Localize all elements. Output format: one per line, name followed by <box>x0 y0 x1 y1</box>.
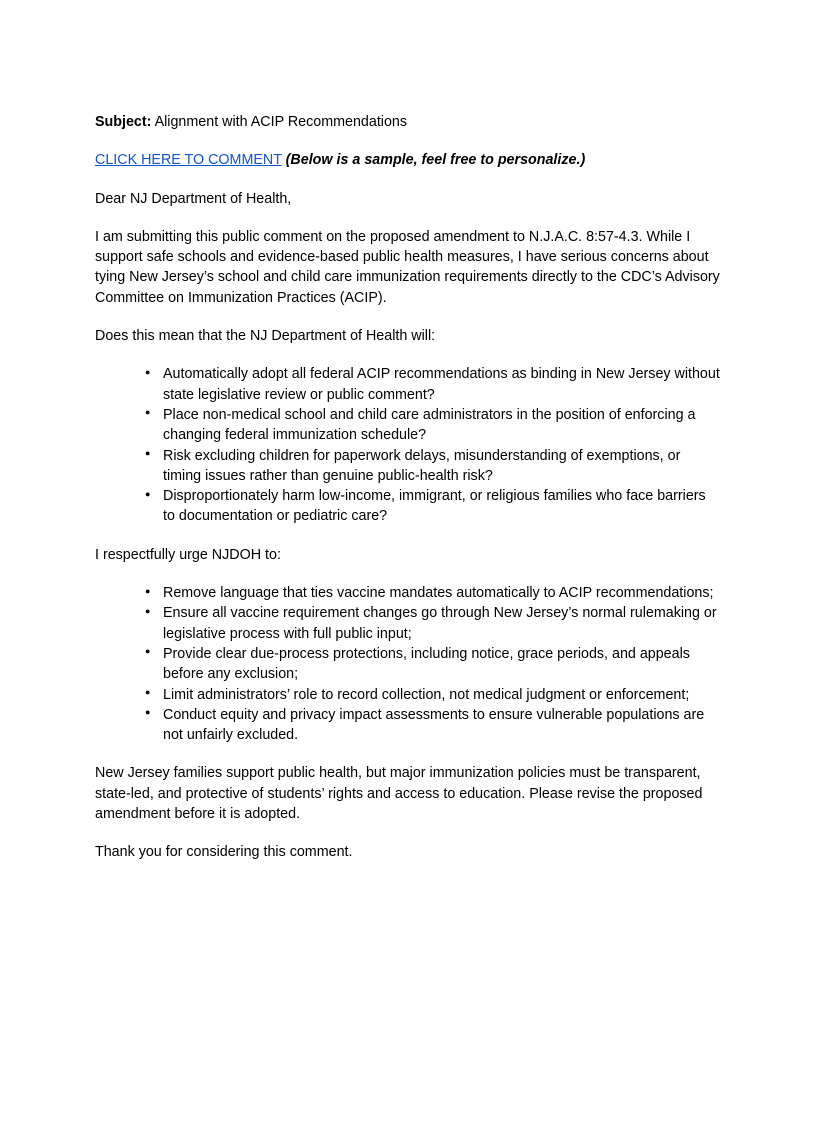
sign-off: Thank you for considering this comment. <box>95 844 353 861</box>
request-lead-in: I respectfully urge NJDOH to: <box>95 546 281 563</box>
subject-text: Alignment with ACIP Recommendations <box>151 114 408 130</box>
list-item: ● Provide clear due-process protections, including notice, grace periods, and appeals before any exclusion; <box>145 644 721 685</box>
list-item: ● Limit administrators’ role to record collection, not medical judgment or enforcement; <box>145 685 721 705</box>
intro-paragraph: I am submitting this public comment on the proposed amendment to N.J.A.C. 8:57-4.3. While I support safe schools and evidence-based public health measures, I have serious concerns about tying New Jersey’s school and child care immunization requirements directly to the CDC’s Advisory Committee on Immunization Practices (ACIP). <box>95 228 720 306</box>
click-here-to-comment-link[interactable]: CLICK HERE TO COMMENT <box>95 152 282 169</box>
list-item: ● Place non-medical school and child care administrators in the position of enforcing a changing federal immunization schedule? <box>145 405 721 446</box>
sample-note: (Below is a sample, feel free to personalize.) <box>285 152 586 169</box>
document-body <box>95 112 721 863</box>
list-item: ● Ensure all vaccine requirement changes go through New Jersey’s normal rulemaking or legislative process with full public input; <box>145 603 721 644</box>
list-item: ● Disproportionately harm low-income, immigrant, or religious families who face barriers to documentation or pediatric care? <box>145 486 721 527</box>
call-to-action-line <box>95 150 721 170</box>
list-item: ● Conduct equity and privacy impact assessments to ensure vulnerable populations are not unfairly excluded. <box>145 705 721 746</box>
subject-label: Subject: <box>95 114 152 130</box>
question-bullet-list <box>95 364 721 526</box>
list-item: ● Remove language that ties vaccine mandates automatically to ACIP recommendations; <box>145 583 721 603</box>
list-item: ● Automatically adopt all federal ACIP recommendations as binding in New Jersey without state legislative review or public comment? <box>145 364 721 405</box>
subject-line <box>95 112 721 132</box>
salutation: Dear NJ Department of Health, <box>95 190 292 207</box>
request-bullet-list <box>95 583 721 745</box>
closing-paragraph: New Jersey families support public health, but major immunization policies must be transparent, state-led, and protective of students’ rights and access to education. Please revise the proposed amendment before it is adopted. <box>95 765 703 823</box>
list-item: ● Risk excluding children for paperwork delays, misunderstanding of exemptions, or timing issues rather than genuine public-health risk? <box>145 446 721 487</box>
question-lead-in: Does this mean that the NJ Department of Health will: <box>95 328 436 345</box>
